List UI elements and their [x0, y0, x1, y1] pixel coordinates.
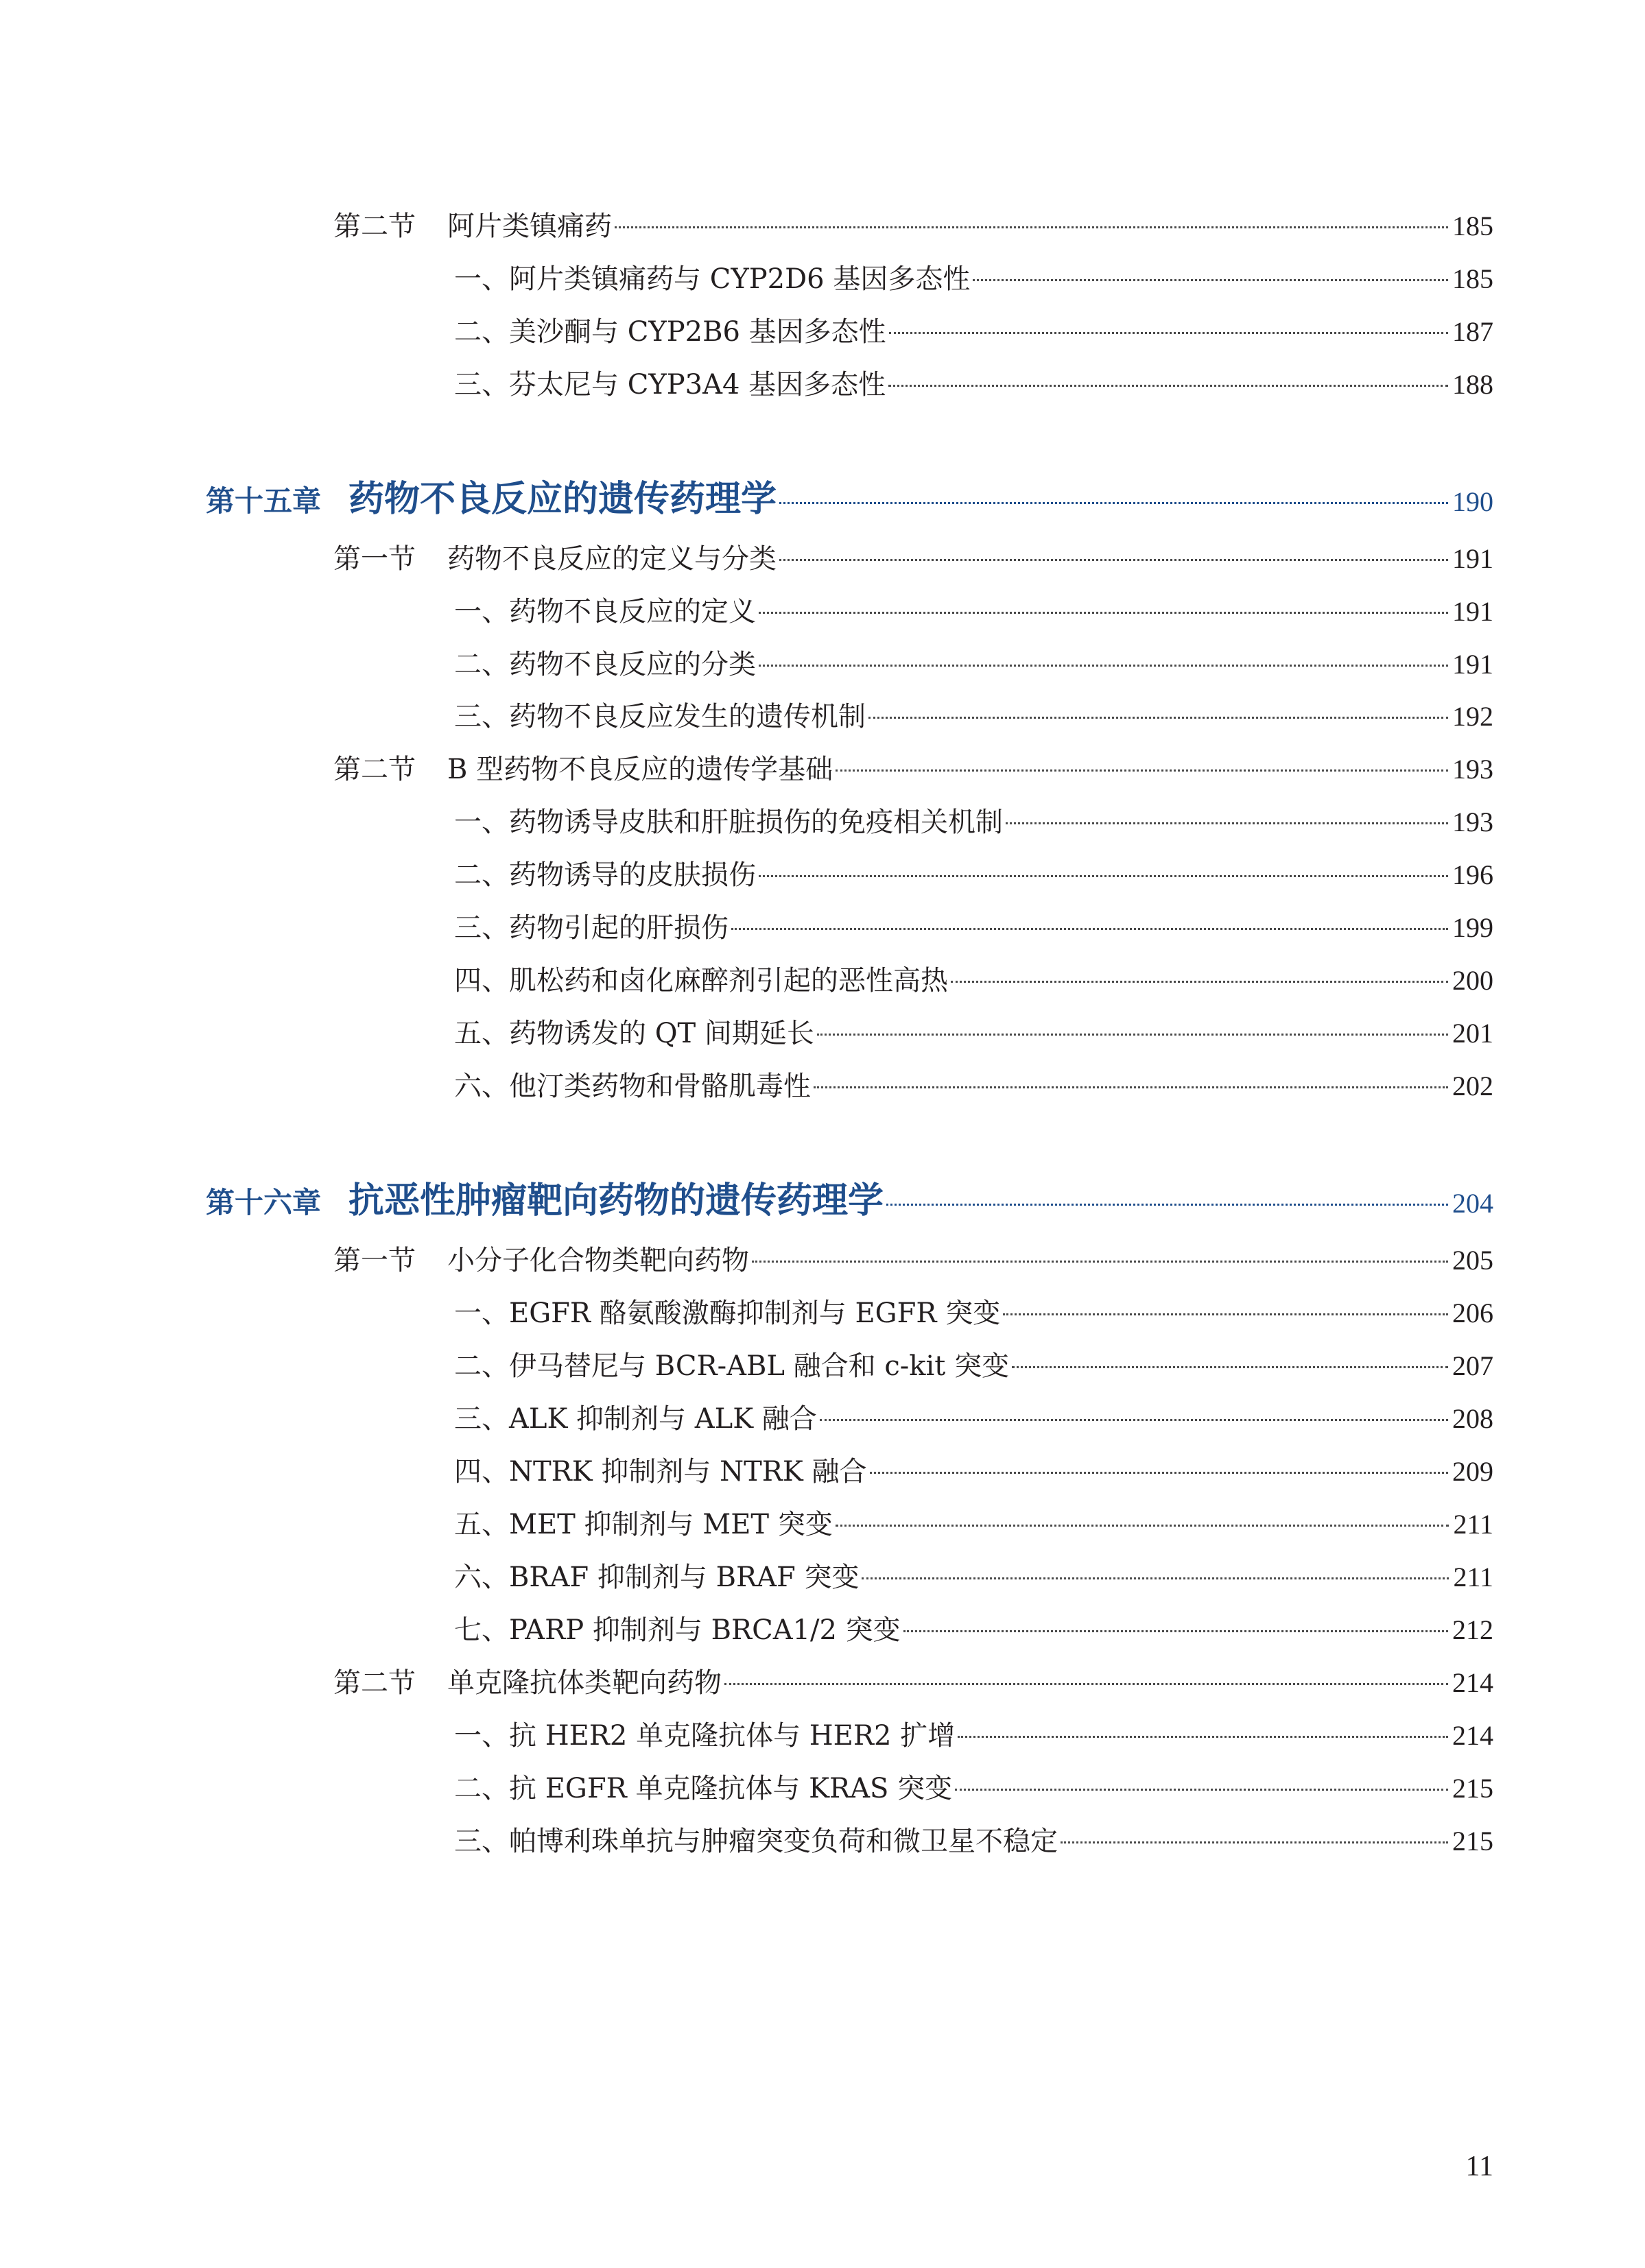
dot-leader [955, 1789, 1448, 1791]
page-number-ref: 205 [1452, 1245, 1493, 1276]
section-title: 单克隆抗体类靶向药物 [447, 1667, 722, 1699]
chapter-title: 药物不良反应的遗传药理学 [348, 478, 777, 520]
dot-leader [759, 612, 1448, 614]
dot-leader [1006, 822, 1448, 824]
item-title: 三、ALK 抑制剂与 ALK 融合 [454, 1403, 817, 1435]
toc-item-entry[interactable] [454, 363, 1493, 402]
dot-leader [836, 1525, 1449, 1527]
page-number-ref: 193 [1452, 754, 1493, 785]
toc-label [333, 537, 777, 576]
page-number-ref: 187 [1452, 316, 1493, 347]
item-title: 五、药物诱发的 QT 间期延长 [454, 1018, 814, 1049]
dot-leader [870, 1472, 1448, 1474]
dot-leader [1012, 1366, 1448, 1368]
dot-leader [951, 981, 1448, 983]
dot-leader [836, 769, 1448, 772]
item-title: 一、EGFR 酪氨酸激酶抑制剂与 EGFR 突变 [454, 1298, 1001, 1329]
toc-item-entry[interactable] [454, 1503, 1493, 1542]
page-number-ref: 191 [1452, 596, 1493, 627]
item-title: 二、伊马替尼与 BCR-ABL 融合和 c-kit 突变 [454, 1350, 1010, 1382]
toc-item-entry[interactable] [454, 959, 1493, 998]
toc-section-entry[interactable] [333, 537, 1493, 576]
dot-leader [752, 1261, 1448, 1263]
dot-leader [958, 1736, 1448, 1738]
page-number-ref: 207 [1452, 1350, 1493, 1381]
toc-item-entry[interactable] [454, 906, 1493, 945]
page-number-ref: 208 [1452, 1403, 1493, 1434]
page-number-ref: 202 [1452, 1071, 1493, 1101]
item-title: 六、BRAF 抑制剂与 BRAF 突变 [454, 1562, 860, 1593]
item-title: 二、药物不良反应的分类 [454, 649, 756, 680]
toc-item-entry[interactable] [454, 643, 1493, 682]
page-number-ref: 214 [1452, 1667, 1493, 1698]
toc-item-entry[interactable] [454, 1344, 1493, 1383]
toc-item-entry[interactable] [454, 1819, 1493, 1859]
page-number-ref: 211 [1453, 1509, 1493, 1540]
section-number: 第二节 [333, 211, 416, 242]
section-number: 第二节 [333, 754, 416, 785]
section-number: 第一节 [333, 543, 416, 575]
toc-item-entry[interactable] [454, 695, 1493, 734]
dot-leader [889, 332, 1448, 334]
dot-leader [1003, 1313, 1448, 1315]
page-number-ref: 196 [1452, 859, 1493, 890]
toc-section-entry[interactable] [333, 1661, 1493, 1700]
dot-leader [820, 1419, 1448, 1421]
toc-chapter-entry[interactable] [206, 470, 1493, 521]
toc-label [333, 1661, 722, 1700]
page-number-ref: 185 [1452, 263, 1493, 294]
page-number-ref: 204 [1452, 1188, 1493, 1219]
item-title: 三、帕博利珠单抗与肿瘤突变负荷和微卫星不稳定 [454, 1826, 1058, 1857]
toc-item-entry[interactable] [454, 1397, 1493, 1436]
page-number-ref: 206 [1452, 1298, 1493, 1328]
section-title: 阿片类镇痛药 [447, 211, 612, 242]
dot-leader [759, 875, 1448, 877]
chapter-title: 抗恶性肿瘤靶向药物的遗传药理学 [348, 1180, 884, 1221]
section-number: 第一节 [333, 1245, 416, 1276]
dot-leader [868, 717, 1448, 719]
dot-leader [903, 1630, 1448, 1632]
item-title: 一、药物不良反应的定义 [454, 596, 756, 628]
page-number-ref: 192 [1452, 701, 1493, 732]
page-number-ref: 185 [1452, 211, 1493, 241]
toc-item-entry[interactable] [454, 1291, 1493, 1330]
item-title: 三、芬太尼与 CYP3A4 基因多态性 [454, 369, 886, 401]
dot-leader [731, 928, 1448, 930]
toc-item-entry[interactable] [454, 1608, 1493, 1647]
item-title: 七、PARP 抑制剂与 BRCA1/2 突变 [454, 1614, 901, 1646]
dot-leader [814, 1086, 1448, 1088]
toc-item-entry[interactable] [454, 1450, 1493, 1489]
section-title: 药物不良反应的定义与分类 [447, 543, 777, 575]
item-title: 三、药物引起的肝损伤 [454, 912, 729, 944]
item-title: 六、他汀类药物和骨骼肌毒性 [454, 1071, 811, 1102]
dot-leader [888, 385, 1448, 387]
toc-item-entry[interactable] [454, 1555, 1493, 1595]
dot-leader [862, 1577, 1449, 1579]
dot-leader [759, 665, 1448, 667]
page-number-ref: 190 [1452, 486, 1493, 517]
toc-item-entry[interactable] [454, 800, 1493, 839]
toc-item-entry[interactable] [454, 310, 1493, 349]
item-title: 二、药物诱导的皮肤损伤 [454, 859, 756, 891]
toc-item-entry[interactable] [454, 257, 1493, 296]
dot-leader [615, 226, 1448, 228]
toc-label [206, 1171, 884, 1223]
item-title: 四、NTRK 抑制剂与 NTRK 融合 [454, 1456, 867, 1488]
page-number-ref: 201 [1452, 1018, 1493, 1049]
page-number-ref: 215 [1452, 1773, 1493, 1804]
page-number-ref: 191 [1452, 649, 1493, 680]
page-number-ref: 191 [1452, 543, 1493, 574]
chapter-number: 第十五章 [206, 484, 322, 518]
page-number-ref: 209 [1452, 1456, 1493, 1487]
page-number-ref: 193 [1452, 807, 1493, 837]
dot-leader [886, 1204, 1448, 1206]
page-number-ref: 199 [1452, 912, 1493, 943]
chapter-number: 第十六章 [206, 1186, 322, 1219]
item-title: 二、抗 EGFR 单克隆抗体与 KRAS 突变 [454, 1773, 953, 1804]
item-title: 四、肌松药和卤化麻醉剂引起的恶性高热 [454, 965, 948, 996]
toc-section-entry[interactable] [333, 1239, 1493, 1278]
toc-chapter-entry[interactable] [206, 1171, 1493, 1223]
toc-label [206, 470, 777, 521]
item-title: 一、药物诱导皮肤和肝脏损伤的免疫相关机制 [454, 807, 1003, 838]
page-number: 11 [1465, 2151, 1493, 2182]
toc-label [333, 1239, 749, 1278]
toc-section-entry[interactable] [333, 204, 1493, 243]
toc-item-entry[interactable] [454, 1064, 1493, 1103]
dot-leader [779, 502, 1448, 504]
toc-label [333, 748, 833, 787]
toc-section-entry[interactable] [333, 748, 1493, 787]
page-number-ref: 188 [1452, 369, 1493, 400]
section-title: 小分子化合物类靶向药物 [447, 1245, 749, 1276]
toc-item-entry[interactable] [454, 590, 1493, 629]
page-number-ref: 215 [1452, 1826, 1493, 1857]
dot-leader [724, 1683, 1448, 1685]
toc-label [333, 204, 612, 243]
page-number-ref: 200 [1452, 965, 1493, 996]
item-title: 一、抗 HER2 单克隆抗体与 HER2 扩增 [454, 1720, 956, 1752]
page-number-ref: 211 [1453, 1562, 1493, 1592]
dot-leader [1061, 1841, 1448, 1843]
page-number-ref: 214 [1452, 1720, 1493, 1751]
section-title: B 型药物不良反应的遗传学基础 [447, 754, 833, 785]
toc-item-entry[interactable] [454, 1714, 1493, 1753]
dot-leader [817, 1034, 1448, 1036]
toc-item-entry[interactable] [454, 1012, 1493, 1051]
item-title: 一、阿片类镇痛药与 CYP2D6 基因多态性 [454, 263, 971, 295]
toc-item-entry[interactable] [454, 1767, 1493, 1806]
dot-leader [973, 279, 1448, 281]
toc-item-entry[interactable] [454, 853, 1493, 892]
item-title: 五、MET 抑制剂与 MET 突变 [454, 1509, 833, 1540]
section-number: 第二节 [333, 1667, 416, 1699]
item-title: 三、药物不良反应发生的遗传机制 [454, 701, 866, 732]
item-title: 二、美沙酮与 CYP2B6 基因多态性 [454, 316, 886, 348]
page-number-ref: 212 [1452, 1614, 1493, 1645]
dot-leader [779, 559, 1448, 561]
